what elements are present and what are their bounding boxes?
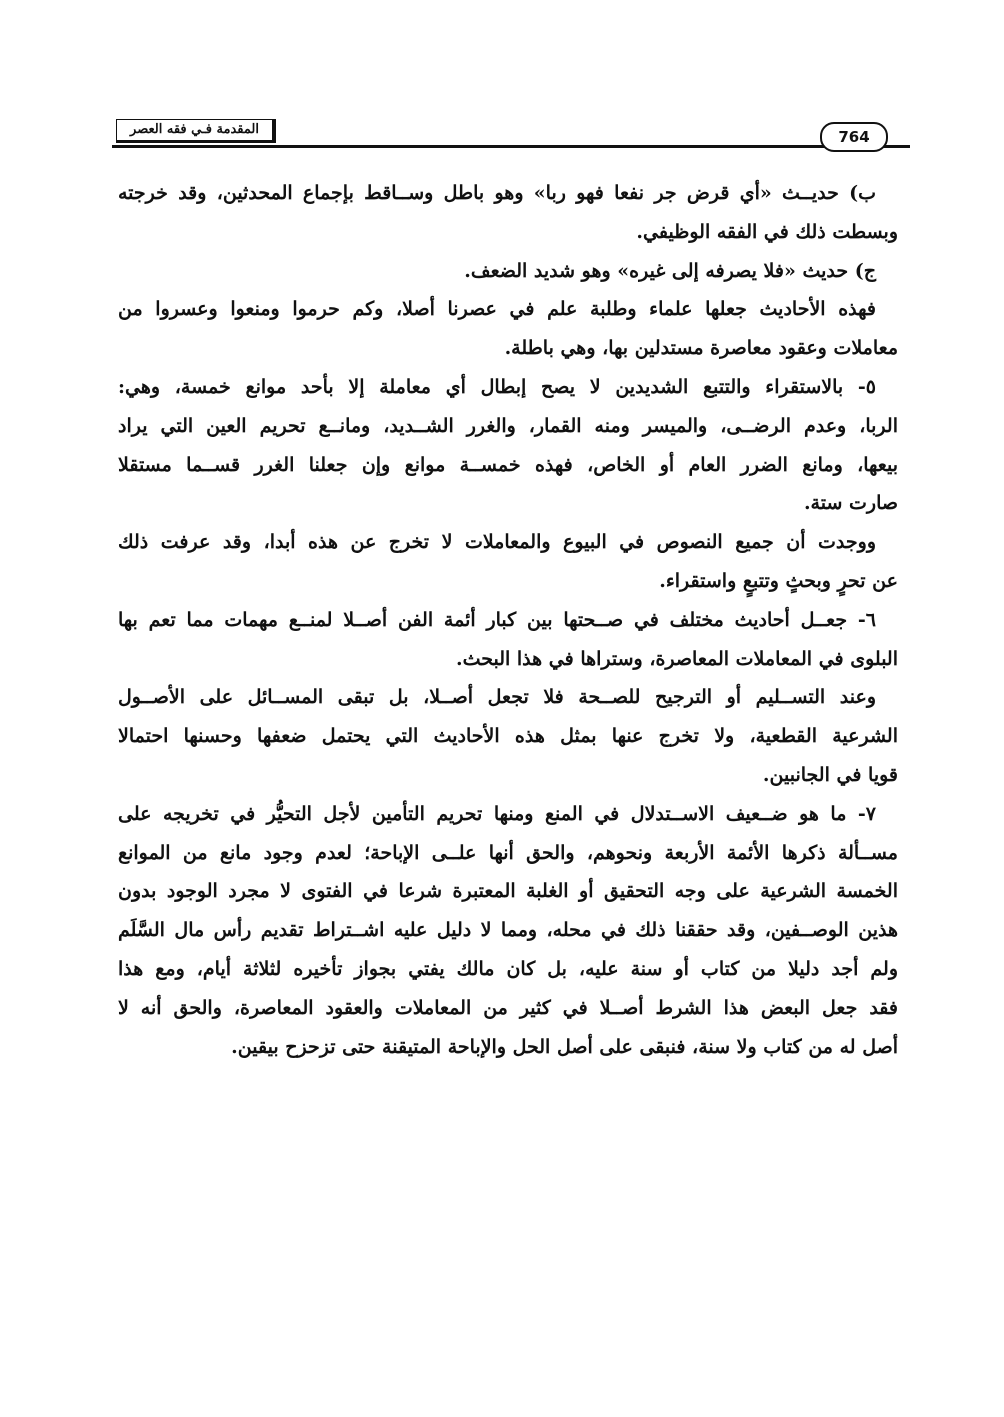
text-line: مســألة ذكرها الأئمة الأربعة ونحوهم، والحق أنها علــى الإباحة؛ لعدم وجود مانع من الموانع xyxy=(118,841,898,864)
paragraph xyxy=(118,601,898,679)
text-line: الشرعية القطعية، ولا تخرج عنها بمثل هذه الأحاديث التي يحتمل ضعفها وحسنها احتمالا xyxy=(118,725,898,748)
text-line: فقد جعل البعض هذا الشرط أصــلا في كثير من المعاملات والعقود المعاصرة، والحق أنه لا xyxy=(118,996,898,1019)
paragraph xyxy=(118,678,898,794)
text-line: البلوى في المعاملات المعاصرة، وستراها في هذا البحث. xyxy=(455,647,898,670)
text-line: الربا، وعدم الرضــى، والميسر ومنه القمار، والغرر الشــديد، ومانــع تحريم العين التي يراد xyxy=(118,414,898,437)
text-line: الخمسة الشرعية على وجه التحقيق أو الغلبة المعتبرة شرعا في الفتوى لا مجرد الوجود بدون xyxy=(118,880,898,903)
main-text xyxy=(118,174,898,1066)
text-line: ٥- بالاستقراء والتتبع الشديدين لا يصح إبطال أي معاملة إلا بأحد موانع خمسة، وهي: xyxy=(118,375,876,398)
text-line: ٦- جعــل أحاديث مختلف في صــحتها بين كبار أئمة الفن أصــلا لمنــع مهمات مما تعم بها xyxy=(118,608,876,631)
text-line: ولم أجد دليلا من كتاب أو سنة عليه، بل كان مالك يفتي بجواز تأخيره لثلاثة أيام، ومع هذا xyxy=(118,957,898,980)
text-line: أصل له من كتاب ولا سنة، فنبقى على أصل الحل والإباحة المتيقنة حتى تزحزح بيقين. xyxy=(231,1035,898,1058)
paragraph xyxy=(118,252,898,291)
book-title: المقدمة فـي فقه العصر xyxy=(116,119,276,143)
text-line: ٧- ما هو ضــعيف الاســتدلال في المنع ومنها تحريم التأمين لأجل التحيُّر في تخريجه على xyxy=(118,802,876,825)
paragraph xyxy=(118,290,898,368)
header-rule xyxy=(112,145,910,148)
running-header xyxy=(112,112,910,156)
text-line: هذين الوصــفين، وقد حققنا ذلك في محله، ومما لا دليل عليه اشــتراط تقديم رأس مال السَّلَم xyxy=(118,919,898,942)
paragraph xyxy=(118,795,898,1067)
page-number: 764 xyxy=(820,122,888,152)
paragraph xyxy=(118,523,898,601)
text-line: ووجدت أن جميع النصوص في البيوع والمعاملات لا تخرج عن هذه أبدا، وقد عرفت ذلك xyxy=(118,531,876,554)
text-line: عن تحرٍ وبحثٍ وتتبعٍ واستقراء. xyxy=(659,569,898,592)
text-line: ب) حديــث «أي قرض جر نفعا فهو ربا» وهو باطل وســاقط بإجماع المحدثين، وقد خرجته xyxy=(118,182,876,204)
text-line: معاملات وعقود معاصرة مستدلين بها، وهي باطلة. xyxy=(504,337,898,360)
text-line: قويا في الجانبين. xyxy=(762,763,898,786)
text-line: فهذه الأحاديث جعلها علماء وطلبة علم في عصرنا أصلا، وكم حرموا ومنعوا وعسروا من xyxy=(118,298,876,321)
text-line: بيعها، ومانع الضرر العام أو الخاص، فهذه خمســة موانع وإن جعلنا الغرر قســما مستقلا xyxy=(118,453,898,476)
paragraph xyxy=(118,174,898,252)
text-line: ج) حديث «فلا يصرفه إلى غيره» وهو شديد الضعف. xyxy=(464,259,876,282)
text-line: وعند التســليم أو الترجيح للصــحة فلا تجعل أصــلا، بل تبقى المســائل على الأصــول xyxy=(118,686,876,709)
paragraph xyxy=(118,368,898,523)
text-line: صارت ستة. xyxy=(803,492,898,515)
text-line: وبسطت ذلك في الفقه الوظيفي. xyxy=(636,220,898,243)
